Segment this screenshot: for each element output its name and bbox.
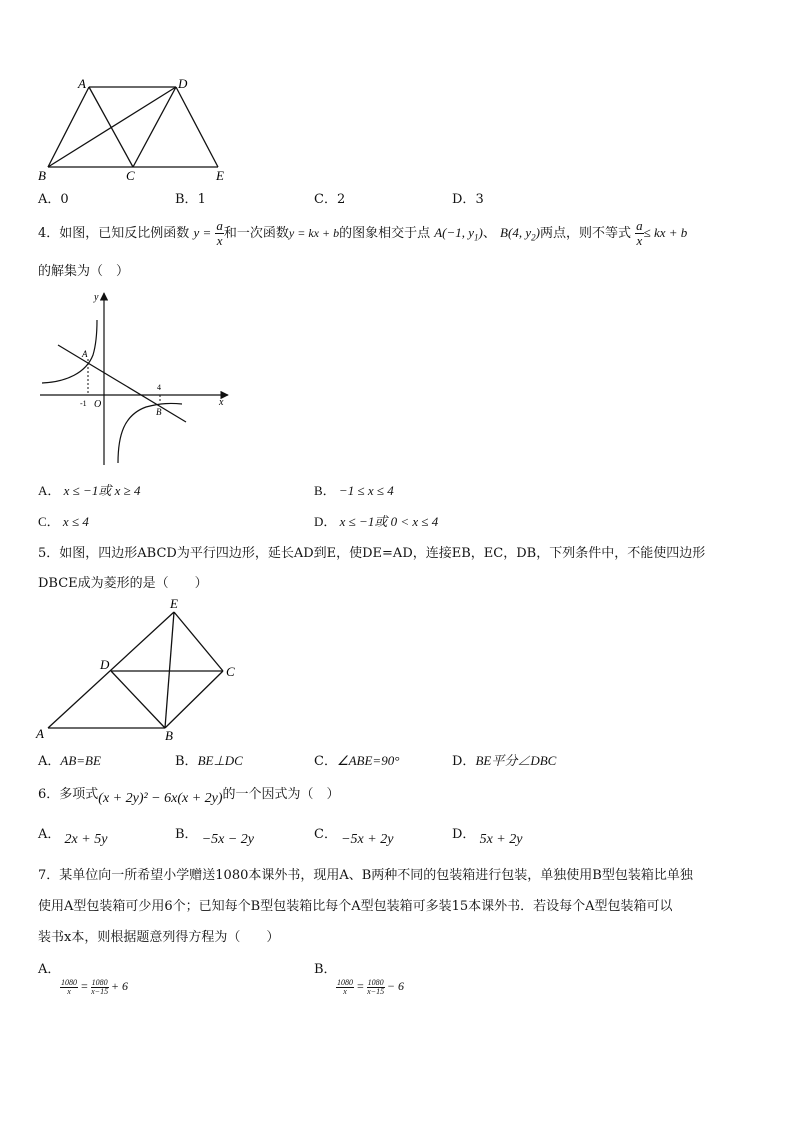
label-D: D (178, 76, 188, 91)
q6-stem: 6．多项式(x + 2y)² − 6x(x + 2y)的一个因式为（ ） (38, 787, 340, 806)
q6-option-c[interactable]: C． −5x + 2y (314, 827, 394, 847)
graph-origin-label: O (94, 399, 102, 410)
q6-option-d[interactable]: D． 5x + 2y (452, 827, 523, 847)
graph-tick-4: 4 (157, 383, 161, 392)
q7-option-a[interactable]: A． $\frac{1080}{x}$ = $\frac{1080}{x-15}$ + 6 (38, 962, 128, 997)
q4-frac-a-x: $\frac{a}{x}$ (216, 218, 223, 248)
q5-option-c[interactable]: C．∠ABE=90° (314, 753, 400, 769)
q5-option-d[interactable]: D．BE平分∠DBC (452, 753, 557, 769)
label-A: A (36, 726, 44, 741)
q4-option-d[interactable]: D． x ≤ −1或 0 < x ≤ 4 (314, 514, 439, 529)
label-A: A (78, 76, 86, 91)
q7-stem-line2: 使用A型包装箱可少用6个；已知每个B型包装箱比每个A型包装箱可多装15本课外书．若设每个A型包装箱可以 (38, 899, 673, 914)
q3-option-c[interactable]: C．2 (314, 192, 346, 207)
label-C: C (126, 168, 135, 182)
q4-option-b[interactable]: B． −1 ≤ x ≤ 4 (314, 483, 394, 498)
q7-stem-line1: 7．某单位向一所希望小学赠送1080本课外书，现用A、B两种不同的包装箱进行包装，单独使用B型包装箱比单独 (38, 868, 693, 883)
label-B: B (38, 168, 46, 182)
figure-q5 (30, 594, 250, 744)
q3-option-a[interactable]: A．0 (38, 192, 69, 207)
figure-q4-graph (36, 285, 236, 470)
q5-option-b[interactable]: B．BE⊥DC (175, 753, 243, 769)
q4-option-c[interactable]: C． x ≤ 4 (38, 514, 89, 529)
q5-stem-line2: DBCE成为菱形的是（ ） (38, 576, 208, 591)
q4-option-a[interactable]: A． x ≤ −1或 x ≥ 4 (38, 483, 141, 498)
q4-frac-ineq: $\frac{a}{x}$ (636, 218, 643, 248)
q5-option-a[interactable]: A．AB=BE (38, 753, 101, 769)
label-E: E (170, 596, 178, 611)
q7-option-b[interactable]: B． $\frac{1080}{x}$ = $\frac{1080}{x-15}$ − 6 (314, 962, 404, 997)
graph-x-label: x (219, 397, 224, 408)
graph-point-b: B (156, 407, 162, 417)
label-E: E (216, 168, 224, 182)
figure-q3 (30, 72, 240, 182)
q4-stem-end: 的解集为（ ） (38, 264, 130, 279)
q3-option-d[interactable]: D．3 (452, 192, 484, 207)
label-C: C (226, 664, 235, 679)
label-D: D (100, 657, 110, 672)
q3-option-b[interactable]: B．1 (175, 192, 206, 207)
graph-point-a: A (82, 349, 88, 359)
q7-stem-line3: 装书x本，则根据题意列得方程为（ ） (38, 930, 280, 945)
q4-stem: 4．如图，已知反比例函数 y = $\frac{a}{x}$ 和一次函数y = kx + b的图象相交于点 A(−1, $y_1$)、 B(4, $y_2$)两点，则不等式 $\frac{a}{x}$ ≤ kx + b (38, 218, 688, 248)
label-B: B (165, 728, 173, 743)
graph-tick-neg1: -1 (80, 399, 87, 408)
q5-stem-line1: 5．如图，四边形ABCD为平行四边形，延长AD到E，使DE=AD，连接EB，EC，DB，下列条件中，不能使四边形 (38, 546, 706, 561)
q6-option-b[interactable]: B． −5x − 2y (175, 827, 255, 847)
q6-option-a[interactable]: A． 2x + 5y (38, 827, 108, 847)
graph-y-label: y (94, 292, 99, 303)
